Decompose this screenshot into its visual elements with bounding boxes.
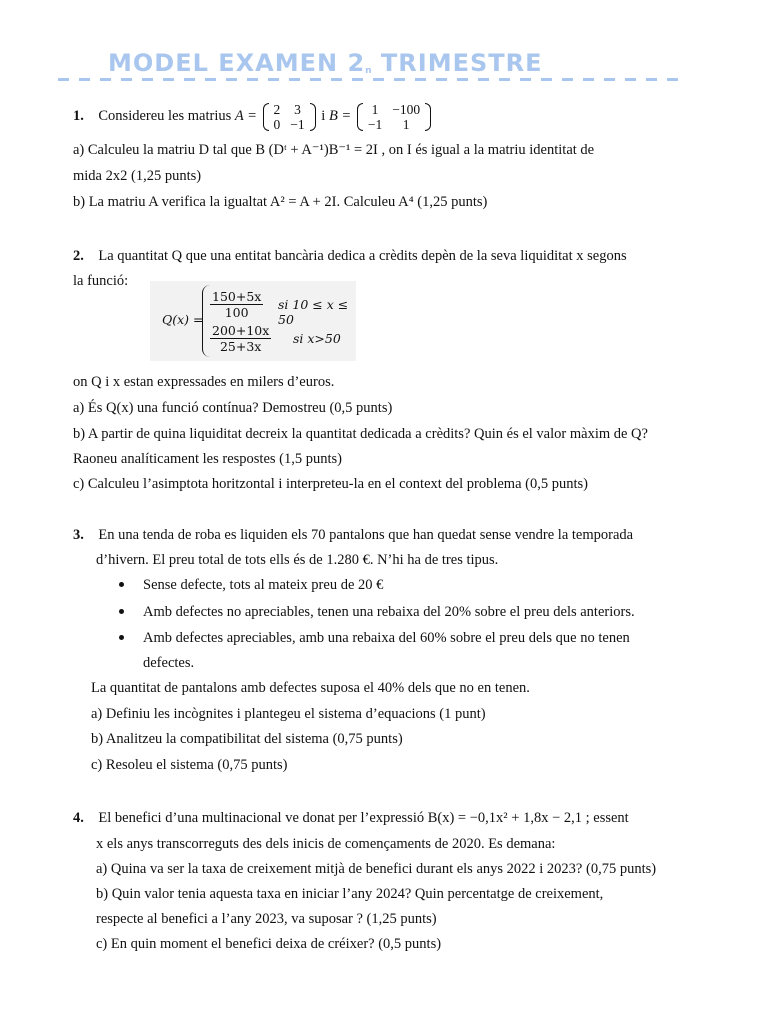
q4-part-c: c) En quin moment el benefici deixa de créixer? (0,5 punts) — [96, 936, 442, 952]
page-title — [108, 49, 543, 77]
q4-line1-text: El benefici d’una multinacional ve donat per l’expressió B(x) = −0,1x² + 1,8x − 2,1 ; essent — [98, 810, 629, 826]
title-subscript: n — [365, 66, 372, 76]
q3-bullet-3-cont: defectes. — [143, 655, 195, 671]
q4-number: 4. — [73, 810, 84, 826]
bullet-dot — [119, 582, 124, 587]
q1-number: 1. — [73, 108, 84, 124]
q3-part-a: a) Definiu les incògnites i plantegeu el sistema d’equacions (1 punt) — [91, 706, 486, 722]
matrix-a: 2 3 0 −1 — [263, 102, 316, 132]
q1-and: i — [321, 108, 329, 124]
q3-bullet-3: Amb defectes apreciables, amb una rebaixa del 60% sobre el preu dels que no tenen — [143, 630, 630, 646]
q2-line2: la funció: — [73, 273, 129, 289]
bullet-dot — [119, 635, 124, 640]
q3-number: 3. — [73, 527, 84, 543]
q1-part-b: b) La matriu A verifica la igualtat A² = A + 2I. Calculeu A⁴ (1,25 punts) — [73, 194, 488, 210]
q3-line1-text: En una tenda de roba es liquiden els 70 pantalons que han quedat sense vendre la temporada — [98, 527, 634, 543]
formula-cond-1: si 10 ≤ x ≤ 50 — [278, 297, 349, 327]
q2-part-b-line2: Raoneu analíticament les respostes (1,5 punts) — [73, 451, 342, 467]
q3-bullet-2: Amb defectes no apreciables, tenen una rebaixa del 20% sobre el preu dels anteriors. — [143, 604, 635, 620]
q2-part-a: a) És Q(x) una funció contínua? Demostreu (0,5 punts) — [73, 400, 393, 416]
title-main: MODEL EXAMEN 2 — [108, 49, 366, 77]
q3-line2: d’hivern. El preu total de tots ells és de 1.280 €. N’hi ha de tres tipus. — [96, 552, 499, 568]
formula-cond-2: si x>50 — [293, 331, 341, 346]
piecewise-function-image — [150, 281, 356, 361]
q4-line2: x els anys transcorreguts des dels inicis de començaments de 2020. Es demana: — [96, 836, 556, 852]
q2-part-b-line1: b) A partir de quina liquiditat decreix la quantitat dedicada a crèdits? Quin és el valor màxim de Q? — [73, 426, 648, 442]
q1-intro-text: Considereu les matrius — [98, 108, 235, 124]
q1-part-a-line2: mida 2x2 (1,25 punts) — [73, 168, 202, 184]
q4-part-b-line1: b) Quin valor tenia aquesta taxa en iniciar l’any 2024? Quin percentatge de creixement, — [96, 886, 604, 902]
q1-part-a-line1: a) Calculeu la matriu D tal que B (Dᵗ + A⁻¹)B⁻¹ = 2I , on I és igual a la matriu identitat de — [73, 142, 595, 158]
matrix-a-label: A = — [234, 108, 257, 124]
q3-note: La quantitat de pantalons amb defectes suposa el 40% dels que no en tenen. — [91, 680, 530, 696]
q2-after: on Q i x estan expressades en milers d’euros. — [73, 374, 335, 390]
q4-part-a: a) Quina va ser la taxa de creixement mitjà de benefici durant els anys 2022 i 2023? (0,75 punts) — [96, 861, 657, 877]
formula-fraction-2 — [210, 323, 271, 354]
bullet-dot — [119, 609, 124, 614]
q4-line1 — [73, 808, 629, 828]
q2-line1-text: La quantitat Q que una entitat bancària dedica a crèdits depèn de la seva liquiditat x segons — [98, 248, 627, 264]
q2-number: 2. — [73, 248, 84, 264]
q3-part-c: c) Resoleu el sistema (0,75 punts) — [91, 757, 288, 773]
title-dashed-rule — [58, 78, 680, 81]
formula-den-1: 100 — [224, 305, 249, 320]
formula-lhs: Q(x) = — [162, 312, 204, 327]
q3-line1 — [73, 525, 633, 545]
matrix-b: 1 −100 −1 1 — [357, 102, 431, 132]
q1-intro — [73, 101, 433, 132]
formula-num-2: 200+10x — [212, 323, 270, 338]
formula-den-2: 25+3x — [219, 339, 262, 354]
title-end: TRIMESTRE — [371, 49, 543, 77]
q3-part-b: b) Analitzeu la compatibilitat del sistema (0,75 punts) — [91, 731, 403, 747]
q3-bullet-1: Sense defecte, tots al mateix preu de 20 € — [143, 577, 384, 593]
q2-part-c: c) Calculeu l’asimptota horitzontal i interpreteu-la en el context del problema (0,5 punts) — [73, 476, 588, 492]
formula-fraction-1 — [210, 289, 263, 320]
q4-part-b-line2: respecte al benefici a l’any 2023, va suposar ? (1,25 punts) — [96, 911, 437, 927]
q2-line1 — [73, 246, 627, 266]
formula-num-1: 150+5x — [212, 289, 262, 304]
matrix-b-label: B = — [328, 108, 352, 124]
